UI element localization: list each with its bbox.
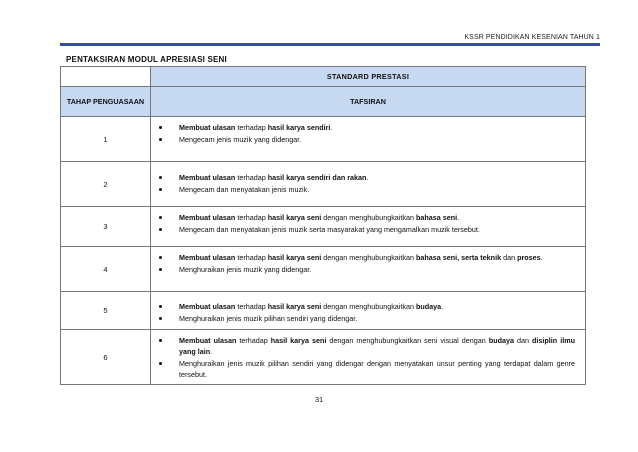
level-cell: 6 xyxy=(61,330,151,385)
list-item: Menghuraikan jenis muzik pilihan sendiri yang didengar. xyxy=(155,313,575,324)
standard-prestasi-header: STANDARD PRESTASI xyxy=(151,67,586,87)
table-row xyxy=(61,292,586,330)
list-item: Membuat ulasan terhadap hasil karya seni dengan menghubungkaitkan bahasa seni. xyxy=(155,212,575,223)
level-cell: 3 xyxy=(61,207,151,247)
description-cell xyxy=(151,330,586,385)
description-cell xyxy=(151,247,586,292)
table-row xyxy=(61,330,586,385)
assessment-table xyxy=(60,66,586,385)
table-row xyxy=(61,207,586,247)
list-item: Membuat ulasan terhadap hasil karya seni dengan menghubungkaitkan budaya. xyxy=(155,301,575,312)
list-item: Membuat ulasan terhadap hasil karya sendiri. xyxy=(155,122,575,133)
list-item: Menghuraikan jenis muzik yang didengar. xyxy=(155,264,575,275)
list-item: Mengecam jenis muzik yang didengar. xyxy=(155,134,575,145)
list-item: Membuat ulasan terhadap hasil karya seni dengan menghubungkaitkan seni visual dengan budaya dan disiplin ilmu yang lain. xyxy=(155,335,575,357)
tafsiran-header: TAFSIRAN xyxy=(151,87,586,117)
running-header: KSSR PENDIDIKAN KESENIAN TAHUN 1 xyxy=(464,34,600,41)
list-item: Mengecam dan menyatakan jenis muzik. xyxy=(155,184,575,195)
description-cell xyxy=(151,162,586,207)
list-item: Menghuraikan jenis muzik pilihan sendiri yang didengar dengan menyatakan unsur penting yang terdapat dalam genre tersebut. xyxy=(155,358,575,380)
table-row xyxy=(61,117,586,162)
list-item: Membuat ulasan terhadap hasil karya sendiri dan rakan. xyxy=(155,172,575,183)
header-rule xyxy=(60,43,600,46)
level-cell: 4 xyxy=(61,247,151,292)
table-row xyxy=(61,247,586,292)
level-cell: 5 xyxy=(61,292,151,330)
description-cell xyxy=(151,117,586,162)
description-cell xyxy=(151,292,586,330)
table-row xyxy=(61,162,586,207)
level-cell: 2 xyxy=(61,162,151,207)
level-cell: 1 xyxy=(61,117,151,162)
page-number: 31 xyxy=(314,395,324,404)
tahap-header: TAHAP PENGUASAAN xyxy=(61,87,151,117)
list-item: Membuat ulasan terhadap hasil karya seni dengan menghubungkaitkan bahasa seni, serta teknik dan proses. xyxy=(155,252,575,263)
section-title: PENTAKSIRAN MODUL APRESIASI SENI xyxy=(66,55,227,64)
list-item: Mengecam dan menyatakan jenis muzik serta masyarakat yang mengamalkan muzik tersebut. xyxy=(155,224,575,235)
description-cell xyxy=(151,207,586,247)
